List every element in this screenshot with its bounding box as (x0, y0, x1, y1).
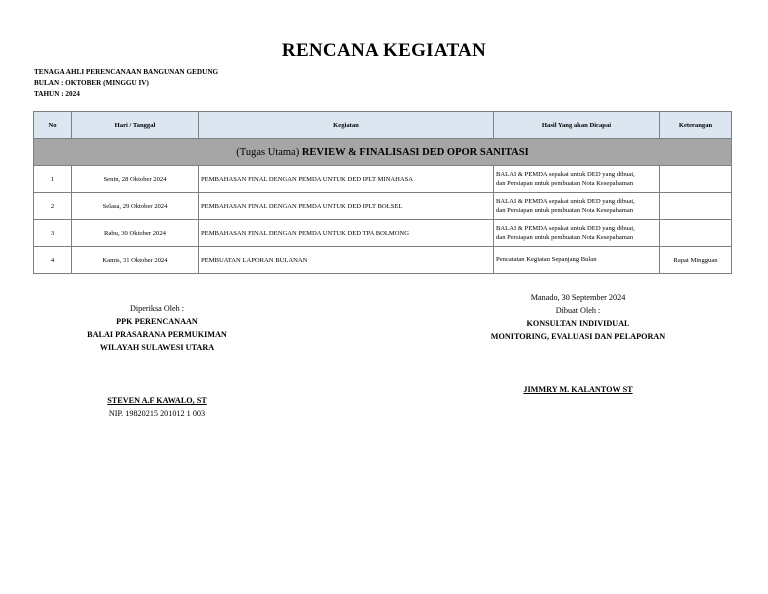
cell-activity: PEMBAHASAN FINAL DENGAN PEMDA UNTUK DED TPA BOLMONG (199, 220, 494, 247)
header-result: Hasil Yang akan Dicapai (494, 112, 660, 139)
cell-no: 3 (34, 220, 72, 247)
section-prefix: (Tugas Utama) (236, 146, 300, 158)
cell-activity: PEMBAHASAN FINAL DENGAN PEMDA UNTUK DED IPLT MINAHASA (199, 166, 494, 193)
header-activity: Kegiatan (199, 112, 494, 139)
cell-note (660, 166, 732, 193)
result-line: dan Persiapan untuk pembuatan Nota Kesepahaman (496, 207, 634, 214)
document-meta (34, 67, 218, 100)
cell-note (660, 193, 732, 220)
page-title: RENCANA KEGIATAN (281, 40, 487, 61)
maker-name: JIMMRY M. KALANTOW ST (523, 385, 633, 394)
checker-org-line2: WILAYAH SULAWESI UTARA (99, 343, 215, 352)
cell-result (494, 247, 660, 274)
activity-table (33, 111, 732, 274)
result-line: dan Persiapan untuk pembuatan Nota Kesepahaman (496, 234, 634, 241)
maker-role-line2: MONITORING, EVALUASI DAN PELAPORAN (490, 332, 666, 341)
section-label: REVIEW & FINALISASI DED OPOR SANITASI (301, 146, 529, 158)
made-by-label: Dibuat Oleh : (555, 306, 601, 315)
table-row (34, 247, 732, 274)
cell-date: Kamis, 31 Oktober 2024 (72, 247, 199, 274)
cell-date: Selasa, 29 Oktober 2024 (72, 193, 199, 220)
cell-activity: PEMBUATAN LAPORAN BULANAN (199, 247, 494, 274)
result-line: BALAI & PEMDA sepakat untuk DED yang dibuat, (496, 170, 635, 178)
table-row (34, 193, 732, 220)
signature-block-left (72, 302, 242, 420)
header-no: No (34, 112, 72, 139)
result-line: BALAI & PEMDA sepakat untuk DED yang dibuat, (496, 224, 635, 232)
header-note: Keterangan (660, 112, 732, 139)
cell-note: Rapat Mingguan (660, 247, 732, 274)
cell-no: 2 (34, 193, 72, 220)
cell-result (494, 220, 660, 247)
cell-date: Senin, 28 Oktober 2024 (72, 166, 199, 193)
table-header-row (34, 112, 732, 139)
place-date: Manado, 30 September 2024 (530, 293, 626, 302)
signature-block-right (472, 291, 684, 396)
checker-name: STEVEN A.F KAWALO, ST (107, 396, 207, 405)
section-row (34, 139, 732, 166)
checked-by-label: Diperiksa Oleh : (129, 304, 185, 313)
cell-note (660, 220, 732, 247)
meta-position: TENAGA AHLI PERENCANAAN BANGUNAN GEDUNG (34, 68, 219, 76)
cell-no: 4 (34, 247, 72, 274)
cell-no: 1 (34, 166, 72, 193)
result-line: BALAI & PEMDA sepakat untuk DED yang dibuat, (496, 197, 635, 205)
checker-role: PPK PERENCANAAN (116, 317, 198, 326)
result-line: dan Persiapan untuk pembuatan Nota Kesepahaman (496, 180, 634, 187)
section-title (34, 139, 732, 166)
header-date: Hari / Tanggal (72, 112, 199, 139)
maker-role-line1: KONSULTAN INDIVIDUAL (526, 319, 630, 328)
cell-result (494, 166, 660, 193)
cell-date: Rabu, 30 Oktober 2024 (72, 220, 199, 247)
checker-nip: NIP. 19820215 201012 1 003 (108, 409, 206, 418)
cell-result (494, 193, 660, 220)
table-row (34, 166, 732, 193)
meta-month: BULAN : OKTOBER (MINGGU IV) (34, 79, 149, 87)
result-line: Pencatatan Kegiatan Sepanjang Bulan (496, 256, 597, 264)
checker-org-line1: BALAI PRASARANA PERMUKIMAN (87, 330, 227, 339)
cell-activity: PEMBAHASAN FINAL DENGAN PEMDA UNTUK DED IPLT BOLSEL (199, 193, 494, 220)
table-row (34, 220, 732, 247)
meta-year: TAHUN : 2024 (34, 90, 80, 98)
